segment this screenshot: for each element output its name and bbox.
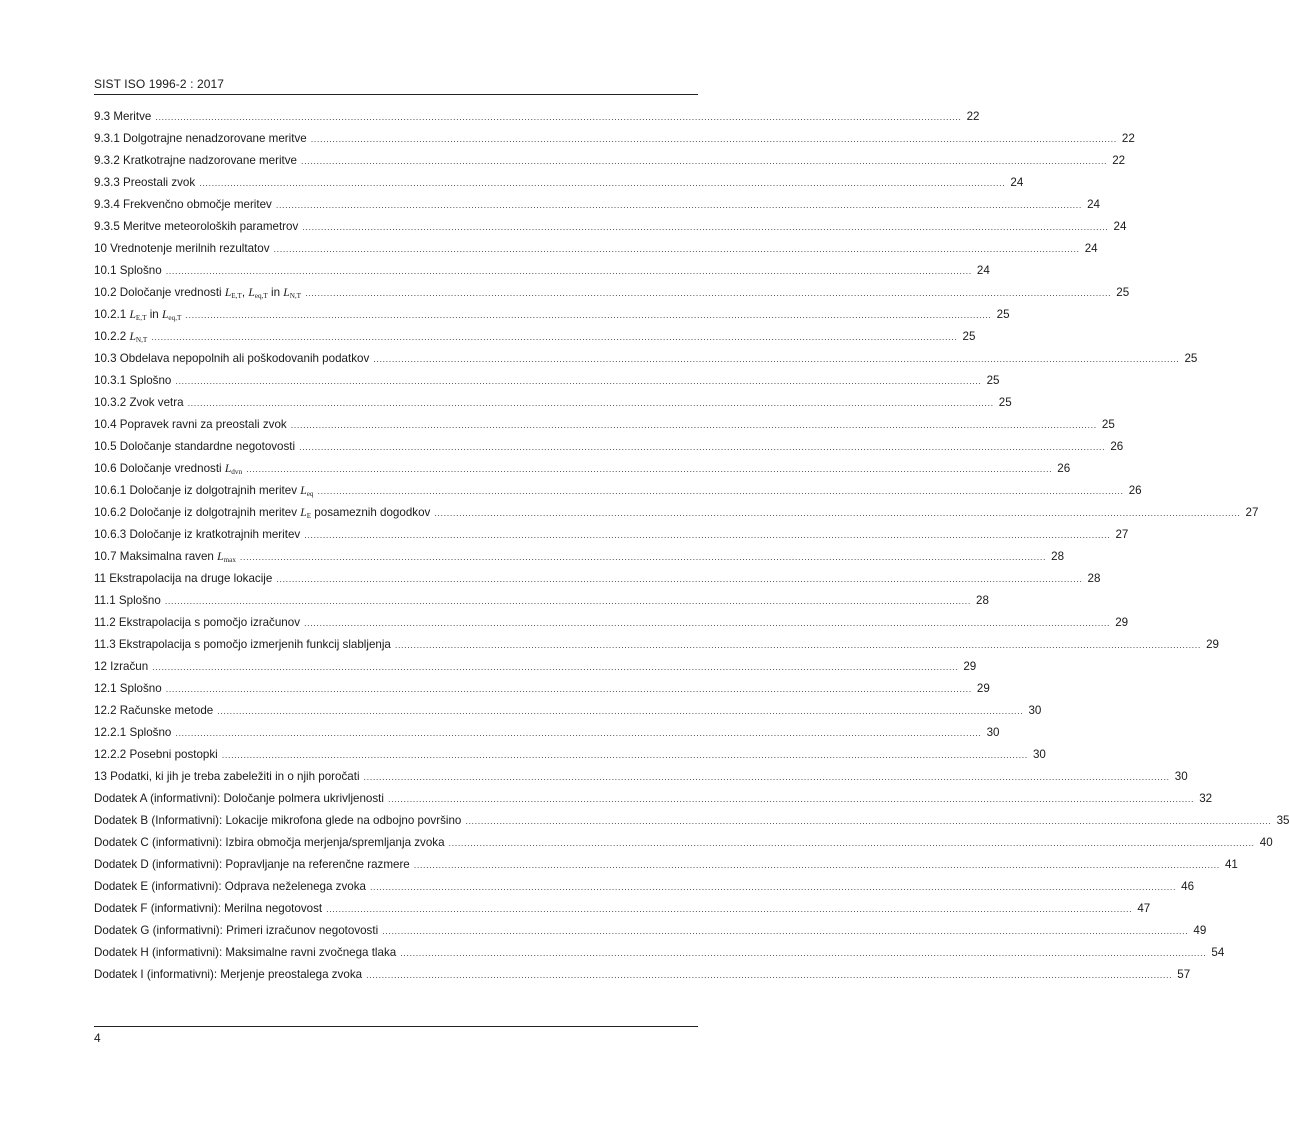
math-symbol-L: L xyxy=(129,308,136,321)
toc-entry-page: 30 xyxy=(1174,770,1188,783)
toc-entry[interactable] xyxy=(94,330,976,352)
toc-entry[interactable] xyxy=(94,682,990,704)
toc-entry-page: 24 xyxy=(1113,220,1127,233)
toc-entry[interactable] xyxy=(94,198,1100,220)
toc-entry-label: 10 Vrednotenje merilnih rezultatov xyxy=(94,242,270,255)
toc-entry[interactable] xyxy=(94,616,1129,638)
toc-entry-page: 32 xyxy=(1199,792,1213,805)
toc-entry[interactable] xyxy=(94,968,1191,990)
toc-entry-label: Dodatek B (Informativni): Lokacije mikrofona glede na odbojno površino xyxy=(94,814,462,827)
footer-rule xyxy=(94,1026,698,1027)
toc-entry-page: 25 xyxy=(1184,352,1198,365)
math-symbol-L: L xyxy=(224,286,232,299)
dot-leader: .................................................................................................................................................................................................................................................................... xyxy=(199,178,1006,188)
math-symbol-L: L xyxy=(161,308,169,321)
dot-leader: .................................................................................................................................................................................................................................................................... xyxy=(304,530,1111,540)
dot-leader: .................................................................................................................................................................................................................................................................... xyxy=(382,926,1189,936)
math-subscript: eq xyxy=(306,489,314,498)
toc-entry-label: Dodatek G (informativni): Primeri izračunov negotovosti xyxy=(94,924,379,937)
toc-entry[interactable] xyxy=(94,528,1129,550)
dot-leader: .................................................................................................................................................................................................................................................................... xyxy=(301,156,1108,166)
toc-entry[interactable] xyxy=(94,704,1042,726)
dot-leader: .................................................................................................................................................................................................................................................................... xyxy=(310,134,1117,144)
toc-entry-label: Dodatek I (informativni): Merjenje preostalega zvoka xyxy=(94,968,363,981)
toc-entry-page: 49 xyxy=(1193,924,1207,937)
dot-leader: .................................................................................................................................................................................................................................................................... xyxy=(164,596,971,606)
toc-entry-page: 25 xyxy=(962,330,976,343)
dot-leader: .................................................................................................................................................................................................................................................................... xyxy=(363,772,1170,782)
dot-leader: .................................................................................................................................................................................................................................................................... xyxy=(302,222,1109,232)
toc-entry[interactable] xyxy=(94,484,1142,506)
math-subscript: E,T xyxy=(135,313,147,322)
math-symbol-L: L xyxy=(300,484,307,497)
toc-entry-page: 28 xyxy=(976,594,989,607)
toc-entry-label: 10.1 Splošno xyxy=(94,264,162,277)
math-subscript: dvn xyxy=(231,467,243,476)
toc-entry[interactable] xyxy=(94,308,1010,330)
dot-leader: .................................................................................................................................................................................................................................................................... xyxy=(275,200,1082,210)
toc-entry-label: Dodatek A (informativni): Določanje polmera ukrivljenosti xyxy=(94,792,384,805)
toc-entry-label xyxy=(94,286,301,300)
toc-entry-label xyxy=(94,462,242,476)
toc-entry-page: 25 xyxy=(996,308,1010,321)
toc-entry[interactable] xyxy=(94,462,1071,484)
toc-entry[interactable] xyxy=(94,924,1207,946)
toc-entry[interactable] xyxy=(94,902,1151,924)
math-subscript: E xyxy=(306,511,312,520)
toc-entry[interactable] xyxy=(94,396,1012,418)
dot-leader: .................................................................................................................................................................................................................................................................... xyxy=(246,464,1053,474)
toc-entry-page: 22 xyxy=(966,110,980,123)
dot-leader: .................................................................................................................................................................................................................................................................... xyxy=(165,266,972,276)
toc-entry-label: 11.1 Splošno xyxy=(94,594,161,607)
math-symbol-L: L xyxy=(129,330,136,343)
toc-entry-page: 22 xyxy=(1112,154,1126,167)
toc-entry-page: 24 xyxy=(976,264,990,277)
table-of-contents xyxy=(94,110,1289,990)
toc-entry-page: 29 xyxy=(976,682,990,695)
toc-entry[interactable] xyxy=(94,836,1273,858)
toc-entry-page: 25 xyxy=(1116,286,1130,299)
dot-leader: .................................................................................................................................................................................................................................................................... xyxy=(373,354,1180,364)
dot-leader: .................................................................................................................................................................................................................................................................... xyxy=(276,574,1083,584)
toc-entry-label: 9.3.4 Frekvenčno območje meritev xyxy=(94,198,272,211)
toc-entry-page: 30 xyxy=(1028,704,1042,717)
dot-leader: .................................................................................................................................................................................................................................................................... xyxy=(299,442,1106,452)
toc-entry[interactable] xyxy=(94,946,1225,968)
toc-entry-label: 10.4 Popravek ravni za preostali zvok xyxy=(94,418,287,431)
toc-entry[interactable] xyxy=(94,110,980,132)
dot-leader: .................................................................................................................................................................................................................................................................... xyxy=(400,948,1207,958)
toc-entry[interactable] xyxy=(94,220,1127,242)
toc-entry[interactable] xyxy=(94,242,1098,264)
toc-entry-page: 22 xyxy=(1121,132,1135,145)
dot-leader: .................................................................................................................................................................................................................................................................... xyxy=(273,244,1080,254)
toc-entry-label: 9.3.3 Preostali zvok xyxy=(94,176,196,189)
dot-leader: .................................................................................................................................................................................................................................................................... xyxy=(221,750,1028,760)
toc-entry-label: Dodatek H (informativni): Maksimalne ravni zvočnega tlaka xyxy=(94,946,397,959)
page-number: 4 xyxy=(94,1031,101,1045)
toc-entry-page: 35 xyxy=(1276,814,1289,827)
toc-entry-label: 12 Izračun xyxy=(94,660,149,673)
toc-entry-label: 12.1 Splošno xyxy=(94,682,162,695)
toc-label-text: posameznih dogodkov xyxy=(311,506,431,519)
math-symbol-L: L xyxy=(217,550,224,563)
toc-entry-label: Dodatek C (informativni): Izbira območja merjenja/spremljanja zvoka xyxy=(94,836,445,849)
toc-entry[interactable] xyxy=(94,506,1259,528)
toc-entry[interactable] xyxy=(94,418,1115,440)
toc-entry[interactable] xyxy=(94,352,1198,374)
dot-leader: .................................................................................................................................................................................................................................................................... xyxy=(387,794,1195,804)
math-subscript: E,T xyxy=(231,291,242,300)
toc-entry-page: 24 xyxy=(1010,176,1024,189)
toc-entry-label: 9.3.5 Meritve meteoroloških parametrov xyxy=(94,220,299,233)
toc-entry[interactable] xyxy=(94,660,977,682)
toc-entry[interactable] xyxy=(94,154,1126,176)
dot-leader: .................................................................................................................................................................................................................................................................... xyxy=(187,398,994,408)
toc-entry-label: Dodatek D (informativni): Popravljanje na referenčne razmere xyxy=(94,858,410,871)
toc-entry-label xyxy=(94,484,313,498)
toc-entry-label xyxy=(94,506,430,520)
toc-entry-page: 25 xyxy=(1101,418,1115,431)
math-symbol-L: L xyxy=(224,462,232,475)
math-subscript: max xyxy=(223,555,236,564)
toc-entry[interactable] xyxy=(94,748,1046,770)
toc-entry-label: 12.2.1 Splošno xyxy=(94,726,172,739)
dot-leader: .................................................................................................................................................................................................................................................................... xyxy=(304,618,1111,628)
math-symbol-L: L xyxy=(248,286,255,299)
toc-entry-label: 9.3.2 Kratkotrajne nadzorovane meritve xyxy=(94,154,298,167)
toc-entry[interactable] xyxy=(94,286,1130,308)
toc-entry-label: 9.3.1 Dolgotrajne nenadzorovane meritve xyxy=(94,132,307,145)
dot-leader: .................................................................................................................................................................................................................................................................... xyxy=(152,662,959,672)
toc-entry-label: 11.3 Ekstrapolacija s pomočjo izmerjenih funkcij slabljenja xyxy=(94,638,391,651)
toc-label-text: 10.6 Določanje vrednosti xyxy=(94,462,225,475)
dot-leader: .................................................................................................................................................................................................................................................................... xyxy=(465,816,1272,826)
toc-entry[interactable] xyxy=(94,726,1000,748)
toc-entry-page: 27 xyxy=(1245,506,1259,519)
toc-label-text: 10.7 Maksimalna raven xyxy=(94,550,218,563)
toc-entry-page: 30 xyxy=(1032,748,1046,761)
dot-leader: .................................................................................................................................................................................................................................................................... xyxy=(290,420,1097,430)
toc-label-text: in xyxy=(267,286,284,299)
toc-entry-label: 13 Podatki, ki jih je treba zabeležiti in o njih poročati xyxy=(94,770,360,783)
math-subscript: eq,T xyxy=(168,313,182,322)
toc-entry-page: 25 xyxy=(998,396,1012,409)
math-subscript: N,T xyxy=(135,335,148,344)
dot-leader: .................................................................................................................................................................................................................................................................... xyxy=(326,904,1133,914)
toc-entry-page: 54 xyxy=(1211,946,1225,959)
toc-label-text: 10.2.2 xyxy=(94,330,130,343)
running-header: SIST ISO 1996-2 : 2017 xyxy=(94,77,225,91)
dot-leader: .................................................................................................................................................................................................................................................................... xyxy=(175,376,982,386)
toc-entry-page: 57 xyxy=(1177,968,1191,981)
toc-entry-label: 10.3.2 Zvok vetra xyxy=(94,396,184,409)
toc-entry[interactable] xyxy=(94,770,1188,792)
toc-label-text: in xyxy=(146,308,162,321)
math-subscript: N,T xyxy=(289,291,302,300)
dot-leader: .................................................................................................................................................................................................................................................................... xyxy=(151,332,958,342)
toc-entry[interactable] xyxy=(94,792,1213,814)
toc-entry[interactable] xyxy=(94,440,1124,462)
toc-entry-page: 27 xyxy=(1115,528,1129,541)
toc-entry-page: 40 xyxy=(1259,836,1273,849)
toc-entry-page: 28 xyxy=(1087,572,1101,585)
toc-entry-page: 29 xyxy=(963,660,977,673)
dot-leader: .................................................................................................................................................................................................................................................................... xyxy=(317,486,1124,496)
toc-entry-label: 12.2.2 Posebni postopki xyxy=(94,748,218,761)
dot-leader: .................................................................................................................................................................................................................................................................... xyxy=(394,640,1201,650)
dot-leader: .................................................................................................................................................................................................................................................................... xyxy=(369,882,1177,892)
toc-entry[interactable] xyxy=(94,572,1101,594)
dot-leader: .................................................................................................................................................................................................................................................................... xyxy=(217,706,1024,716)
toc-entry-label xyxy=(94,308,181,322)
toc-entry[interactable] xyxy=(94,132,1135,154)
toc-entry[interactable] xyxy=(94,374,1000,396)
toc-entry-page: 24 xyxy=(1087,198,1100,211)
toc-entry-label: 10.6.3 Določanje iz kratkotrajnih meritev xyxy=(94,528,301,541)
toc-entry-label: 10.3 Obdelava nepopolnih ali poškodovanih podatkov xyxy=(94,352,370,365)
toc-entry-label: 10.3.1 Splošno xyxy=(94,374,172,387)
dot-leader: .................................................................................................................................................................................................................................................................... xyxy=(239,552,1047,562)
math-symbol-L: L xyxy=(300,506,307,519)
toc-entry[interactable] xyxy=(94,880,1195,902)
math-subscript: eq,T xyxy=(254,291,268,300)
toc-entry-label: 10.5 Določanje standardne negotovosti xyxy=(94,440,296,453)
toc-entry-label: 11 Ekstrapolacija na druge lokacije xyxy=(94,572,273,585)
toc-entry[interactable] xyxy=(94,176,1024,198)
toc-entry-label xyxy=(94,550,236,564)
toc-entry-page: 41 xyxy=(1224,858,1238,871)
toc-entry-page: 26 xyxy=(1057,462,1071,475)
dot-leader: .................................................................................................................................................................................................................................................................... xyxy=(305,288,1112,298)
toc-entry-label xyxy=(94,330,147,344)
header-rule xyxy=(94,94,698,95)
toc-entry-page: 47 xyxy=(1137,902,1151,915)
toc-entry-page: 28 xyxy=(1051,550,1065,563)
toc-entry-page: 29 xyxy=(1115,616,1129,629)
dot-leader: .................................................................................................................................................................................................................................................................... xyxy=(165,684,972,694)
dot-leader: .................................................................................................................................................................................................................................................................... xyxy=(434,508,1241,518)
toc-entry-label: 9.3 Meritve xyxy=(94,110,152,123)
toc-entry-label: Dodatek E (informativni): Odprava neželenega zvoka xyxy=(94,880,366,893)
toc-entry-page: 29 xyxy=(1206,638,1219,651)
toc-entry-label: Dodatek F (informativni): Merilna negotovost xyxy=(94,902,323,915)
toc-entry-page: 26 xyxy=(1110,440,1124,453)
toc-entry-page: 46 xyxy=(1181,880,1195,893)
dot-leader: .................................................................................................................................................................................................................................................................... xyxy=(366,970,1173,980)
toc-label-text: 10.2.1 xyxy=(94,308,130,321)
toc-entry-page: 24 xyxy=(1084,242,1098,255)
toc-label-text: , xyxy=(241,286,249,299)
toc-entry[interactable] xyxy=(94,594,989,616)
toc-entry[interactable] xyxy=(94,264,990,286)
toc-entry[interactable] xyxy=(94,858,1238,880)
toc-entry-label: 12.2 Računske metode xyxy=(94,704,214,717)
dot-leader: .................................................................................................................................................................................................................................................................... xyxy=(175,728,982,738)
toc-entry-label: 11.2 Ekstrapolacija s pomočjo izračunov xyxy=(94,616,300,629)
toc-label-text: 10.6.2 Določanje iz dolgotrajnih meritev xyxy=(94,506,301,519)
dot-leader: .................................................................................................................................................................................................................................................................... xyxy=(413,860,1220,870)
toc-label-text: 10.6.1 Določanje iz dolgotrajnih meritev xyxy=(94,484,301,497)
toc-label-text: 10.2 Določanje vrednosti xyxy=(94,286,225,299)
toc-entry-page: 26 xyxy=(1128,484,1142,497)
dot-leader: .................................................................................................................................................................................................................................................................... xyxy=(448,838,1255,848)
toc-entry-page: 25 xyxy=(986,374,1000,387)
toc-entry-page: 30 xyxy=(986,726,1000,739)
dot-leader: .................................................................................................................................................................................................................................................................... xyxy=(185,310,992,320)
toc-entry[interactable] xyxy=(94,638,1219,660)
toc-entry[interactable] xyxy=(94,814,1289,836)
dot-leader: .................................................................................................................................................................................................................................................................... xyxy=(155,112,962,122)
toc-entry[interactable] xyxy=(94,550,1065,572)
math-symbol-L: L xyxy=(283,286,290,299)
